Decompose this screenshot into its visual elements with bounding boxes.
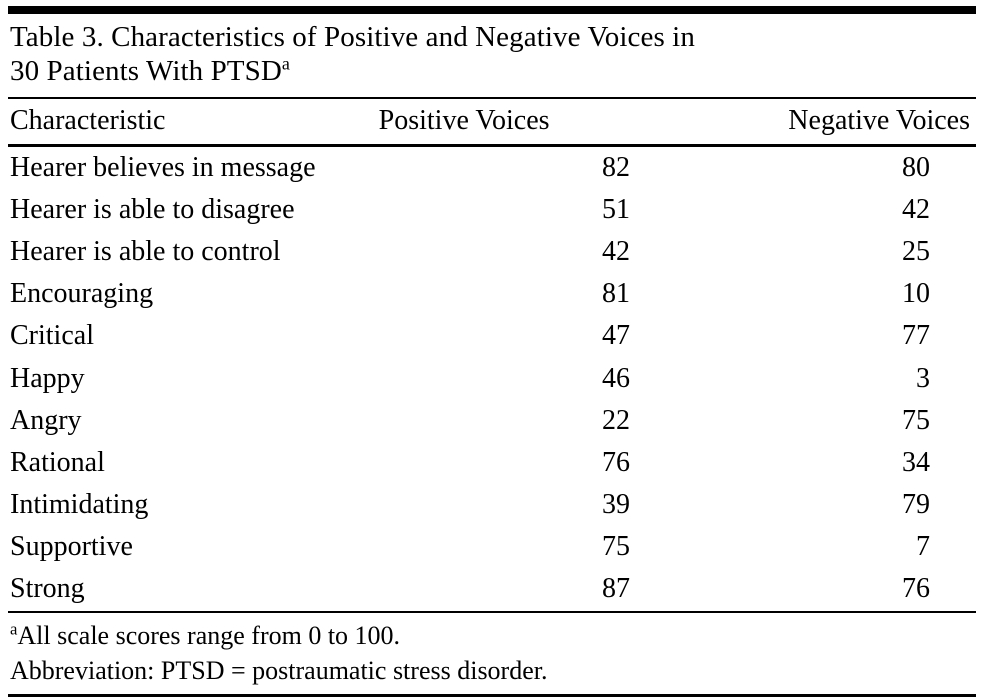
cell-negative: 79 <box>902 489 930 521</box>
cell-negative: 76 <box>902 573 930 605</box>
cell-characteristic: Encouraging <box>10 278 154 310</box>
cell-positive: 82 <box>602 151 630 183</box>
cell-positive: 47 <box>602 320 630 352</box>
cell-positive: 39 <box>602 489 630 521</box>
table-title <box>8 14 976 97</box>
cell-negative: 42 <box>902 194 930 225</box>
table-row <box>8 400 976 442</box>
cell-characteristic: Strong <box>10 573 85 605</box>
characteristics-table-body <box>8 147 976 611</box>
cell-positive: 81 <box>602 278 630 310</box>
table-title-line-1: Table 3. Characteristics of Positive and Negative Voices in <box>10 21 695 53</box>
cell-characteristic: Intimidating <box>10 489 149 521</box>
table-container <box>0 6 984 697</box>
table-row <box>8 526 976 568</box>
cell-negative: 77 <box>902 320 930 352</box>
cell-positive: 22 <box>602 404 630 436</box>
table-header-row <box>8 99 976 144</box>
footnote-a-text: All scale scores range from 0 to 100. <box>17 620 401 650</box>
table-header <box>8 99 976 144</box>
column-header-negative-voices: Negative Voices <box>788 104 970 136</box>
footnote-abbreviation: Abbreviation: PTSD = postraumatic stress disorder. <box>10 655 548 685</box>
cell-characteristic: Happy <box>10 362 85 394</box>
cell-characteristic: Supportive <box>10 531 133 563</box>
table-row <box>8 231 976 273</box>
table-title-line-2: 30 Patients With PTSD <box>10 54 282 87</box>
column-header-characteristic: Characteristic <box>10 104 166 136</box>
table-row <box>8 189 976 231</box>
table-top-rule <box>8 6 976 14</box>
cell-characteristic: Angry <box>10 404 82 436</box>
cell-characteristic: Hearer is able to disagree <box>10 194 295 225</box>
cell-positive: 75 <box>602 531 630 563</box>
cell-characteristic: Hearer is able to control <box>10 236 281 268</box>
cell-negative: 25 <box>902 236 930 268</box>
cell-negative: 34 <box>902 446 930 478</box>
cell-characteristic: Hearer believes in message <box>10 151 316 183</box>
cell-negative: 3 <box>916 362 930 394</box>
table-body <box>8 147 976 611</box>
cell-positive: 87 <box>602 573 630 605</box>
table-row <box>8 315 976 357</box>
table-title-footnote-marker: a <box>281 53 290 74</box>
table-footnotes <box>8 613 976 695</box>
footnote-a <box>10 618 974 653</box>
table-row <box>8 147 976 189</box>
cell-positive: 42 <box>602 236 630 268</box>
cell-negative: 10 <box>902 278 930 310</box>
cell-negative: 80 <box>902 151 930 183</box>
table-row <box>8 568 976 610</box>
cell-characteristic: Rational <box>10 446 105 478</box>
cell-positive: 76 <box>602 446 630 478</box>
table-row <box>8 358 976 400</box>
table-row <box>8 273 976 315</box>
footnote-marker-a: a <box>10 618 18 638</box>
cell-negative: 7 <box>916 531 930 563</box>
cell-characteristic: Critical <box>10 320 94 352</box>
characteristics-table <box>8 99 976 144</box>
table-row <box>8 484 976 526</box>
cell-positive: 46 <box>602 362 630 394</box>
column-header-positive-voices: Positive Voices <box>378 104 550 136</box>
cell-negative: 75 <box>902 404 930 436</box>
table-row <box>8 442 976 484</box>
cell-positive: 51 <box>602 194 630 225</box>
